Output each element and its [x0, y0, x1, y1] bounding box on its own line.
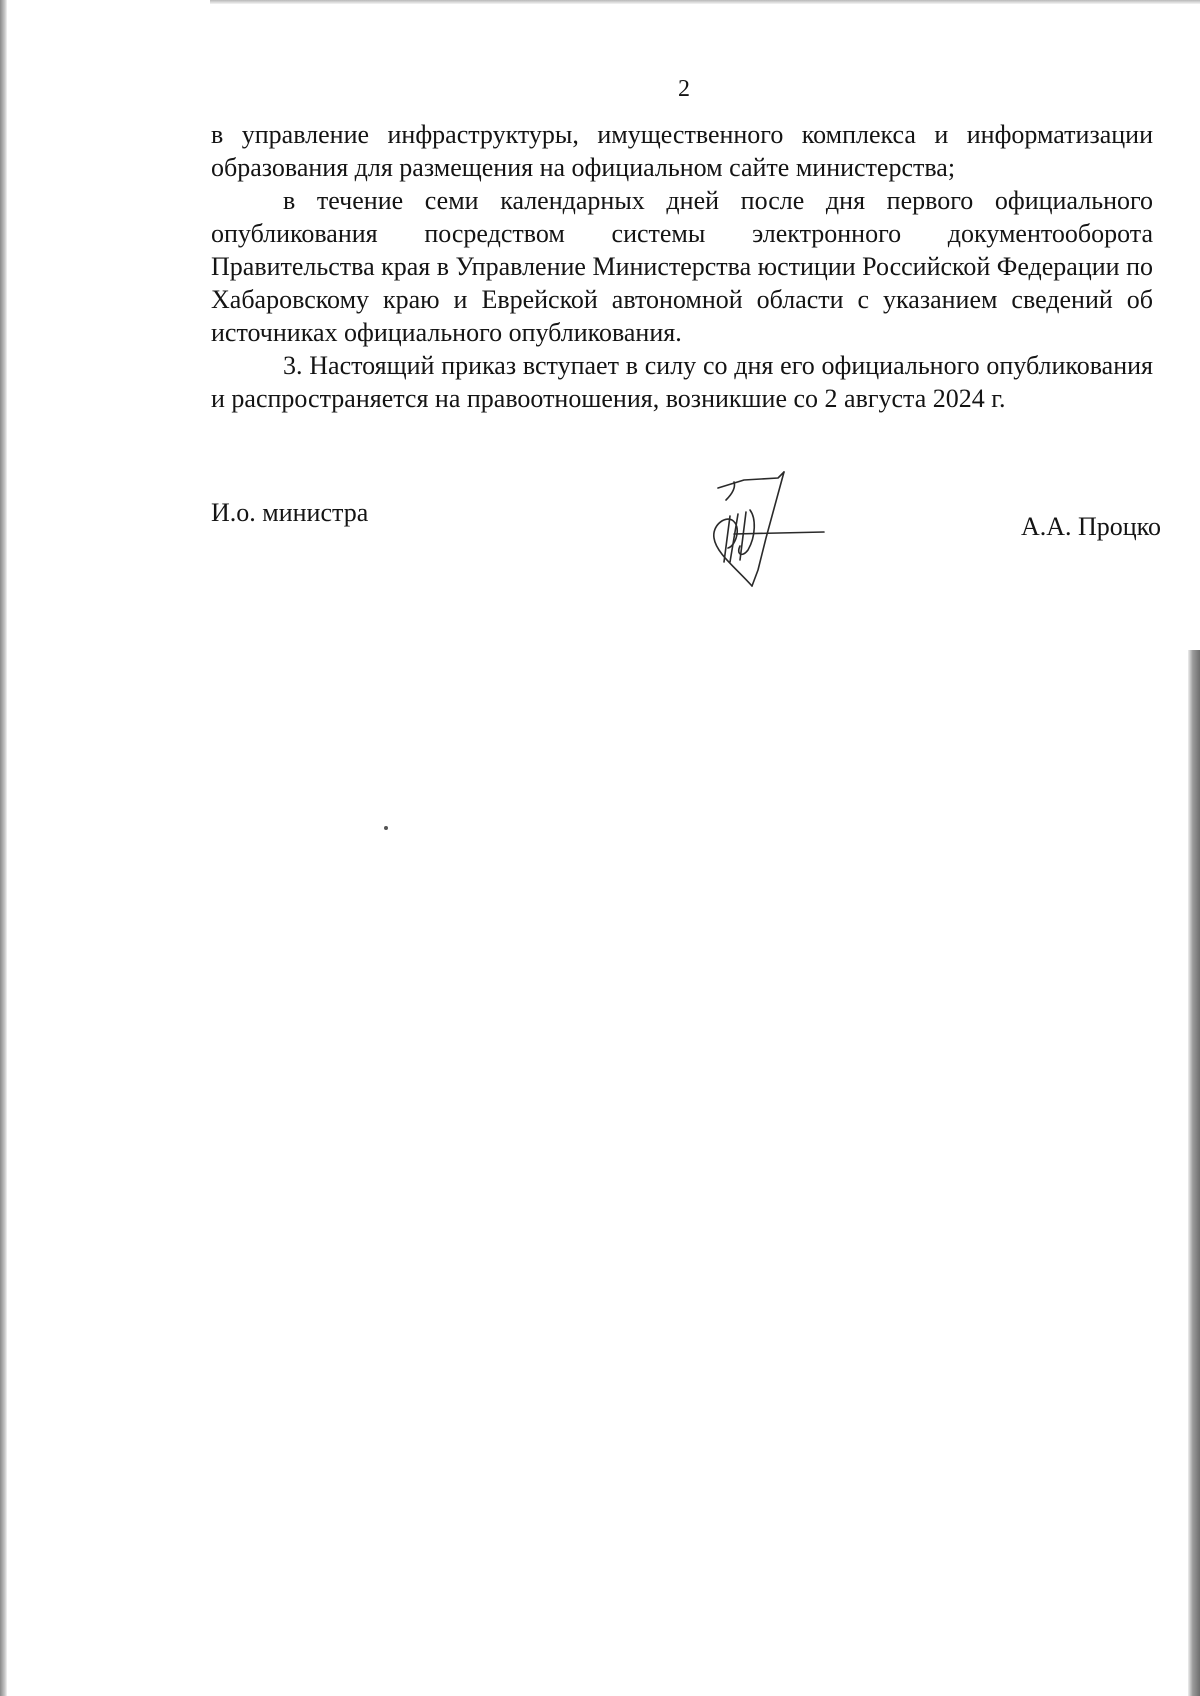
scan-right-edge	[1188, 650, 1200, 1696]
document-body	[211, 118, 1153, 415]
scan-top-edge	[210, 0, 1200, 4]
page-number: 2	[678, 76, 690, 102]
signatory-name: А.А. Процко	[1020, 512, 1161, 541]
signature-block	[211, 490, 1161, 600]
paragraph-continuation: в управление инфраструктуры, имущественного комплекса и информатизации образования для размещения на официальном сайте министерства;	[211, 120, 1153, 182]
signatory-position: И.о. министра	[211, 498, 369, 527]
paragraph-effective-date: 3. Настоящий приказ вступает в силу со дня его официального опубликования и распространяется на правоотношения, возникшие со 2 августа 2024 г.	[211, 351, 1153, 413]
scan-speck	[384, 826, 388, 830]
handwritten-signature-icon	[706, 458, 826, 598]
scan-left-edge	[0, 0, 7, 1696]
paragraph-publication-deadline: в течение семи календарных дней после дня первого официального опубликования посредством системы электронного документооборота Правительства края в Управление Министерства юстиции Российской Федерации по Хабаровскому краю и Еврейской автономной области с указанием сведений об источниках официального опубликования.	[211, 186, 1153, 347]
